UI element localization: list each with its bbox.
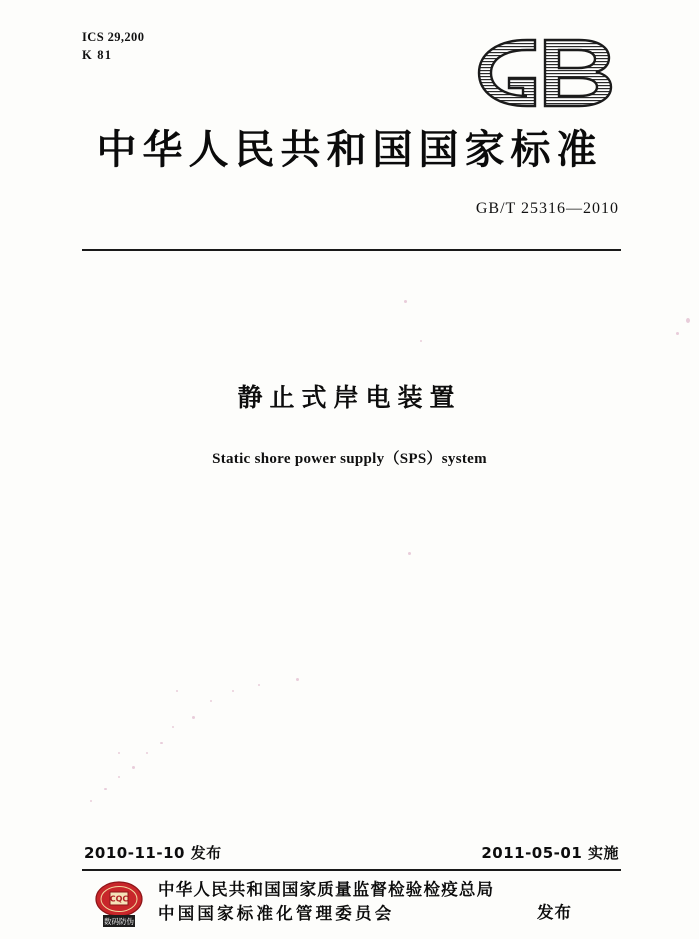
- publisher-block: [158, 878, 494, 926]
- paper-speckle: [160, 742, 163, 744]
- paper-speckle: [676, 332, 679, 335]
- document-title-cn: 静止式岸电装置: [237, 383, 462, 412]
- classification-code: K 81: [82, 48, 113, 63]
- issue-date: 2010-11-10 发布: [84, 844, 222, 862]
- effective-date: 2011-05-01 实施: [481, 844, 619, 862]
- paper-speckle: [118, 752, 120, 754]
- svg-text:数码防伪: 数码防伪: [104, 917, 134, 926]
- paper-speckle: [210, 700, 212, 702]
- paper-speckle: [176, 690, 178, 692]
- publisher-line-1: 中华人民共和国国家质量监督检验检疫总局: [158, 880, 495, 899]
- paper-speckle: [420, 340, 422, 342]
- publisher-line-2: 中国国家标准化管理委员会: [158, 903, 395, 923]
- anti-counterfeit-seal-icon: [93, 879, 145, 929]
- paper-speckle: [104, 788, 107, 790]
- standard-number: GB/T 25316—2010: [475, 200, 619, 217]
- paper-speckle: [146, 752, 148, 754]
- footer-divider: [82, 869, 621, 871]
- paper-speckle: [686, 318, 690, 323]
- ics-block: [82, 28, 144, 64]
- paper-speckle: [132, 766, 135, 769]
- paper-speckle: [404, 300, 407, 303]
- paper-speckle: [258, 684, 260, 686]
- national-standard-title: 中华人民共和国国家标准: [96, 127, 603, 173]
- svg-text:CQC: CQC: [109, 894, 129, 904]
- paper-speckle: [90, 800, 92, 802]
- document-title-en: Static shore power supply（SPS）system: [212, 451, 487, 467]
- paper-speckle: [118, 776, 120, 778]
- header-divider: [82, 249, 621, 251]
- paper-speckle: [172, 726, 174, 728]
- ics-code: ICS 29,200: [82, 30, 145, 44]
- paper-speckle: [232, 690, 234, 692]
- gb-logo-icon: [469, 34, 621, 112]
- paper-speckle: [296, 678, 299, 681]
- paper-speckle: [408, 552, 411, 555]
- paper-speckle: [192, 716, 195, 719]
- publish-verb: 发布: [537, 903, 572, 922]
